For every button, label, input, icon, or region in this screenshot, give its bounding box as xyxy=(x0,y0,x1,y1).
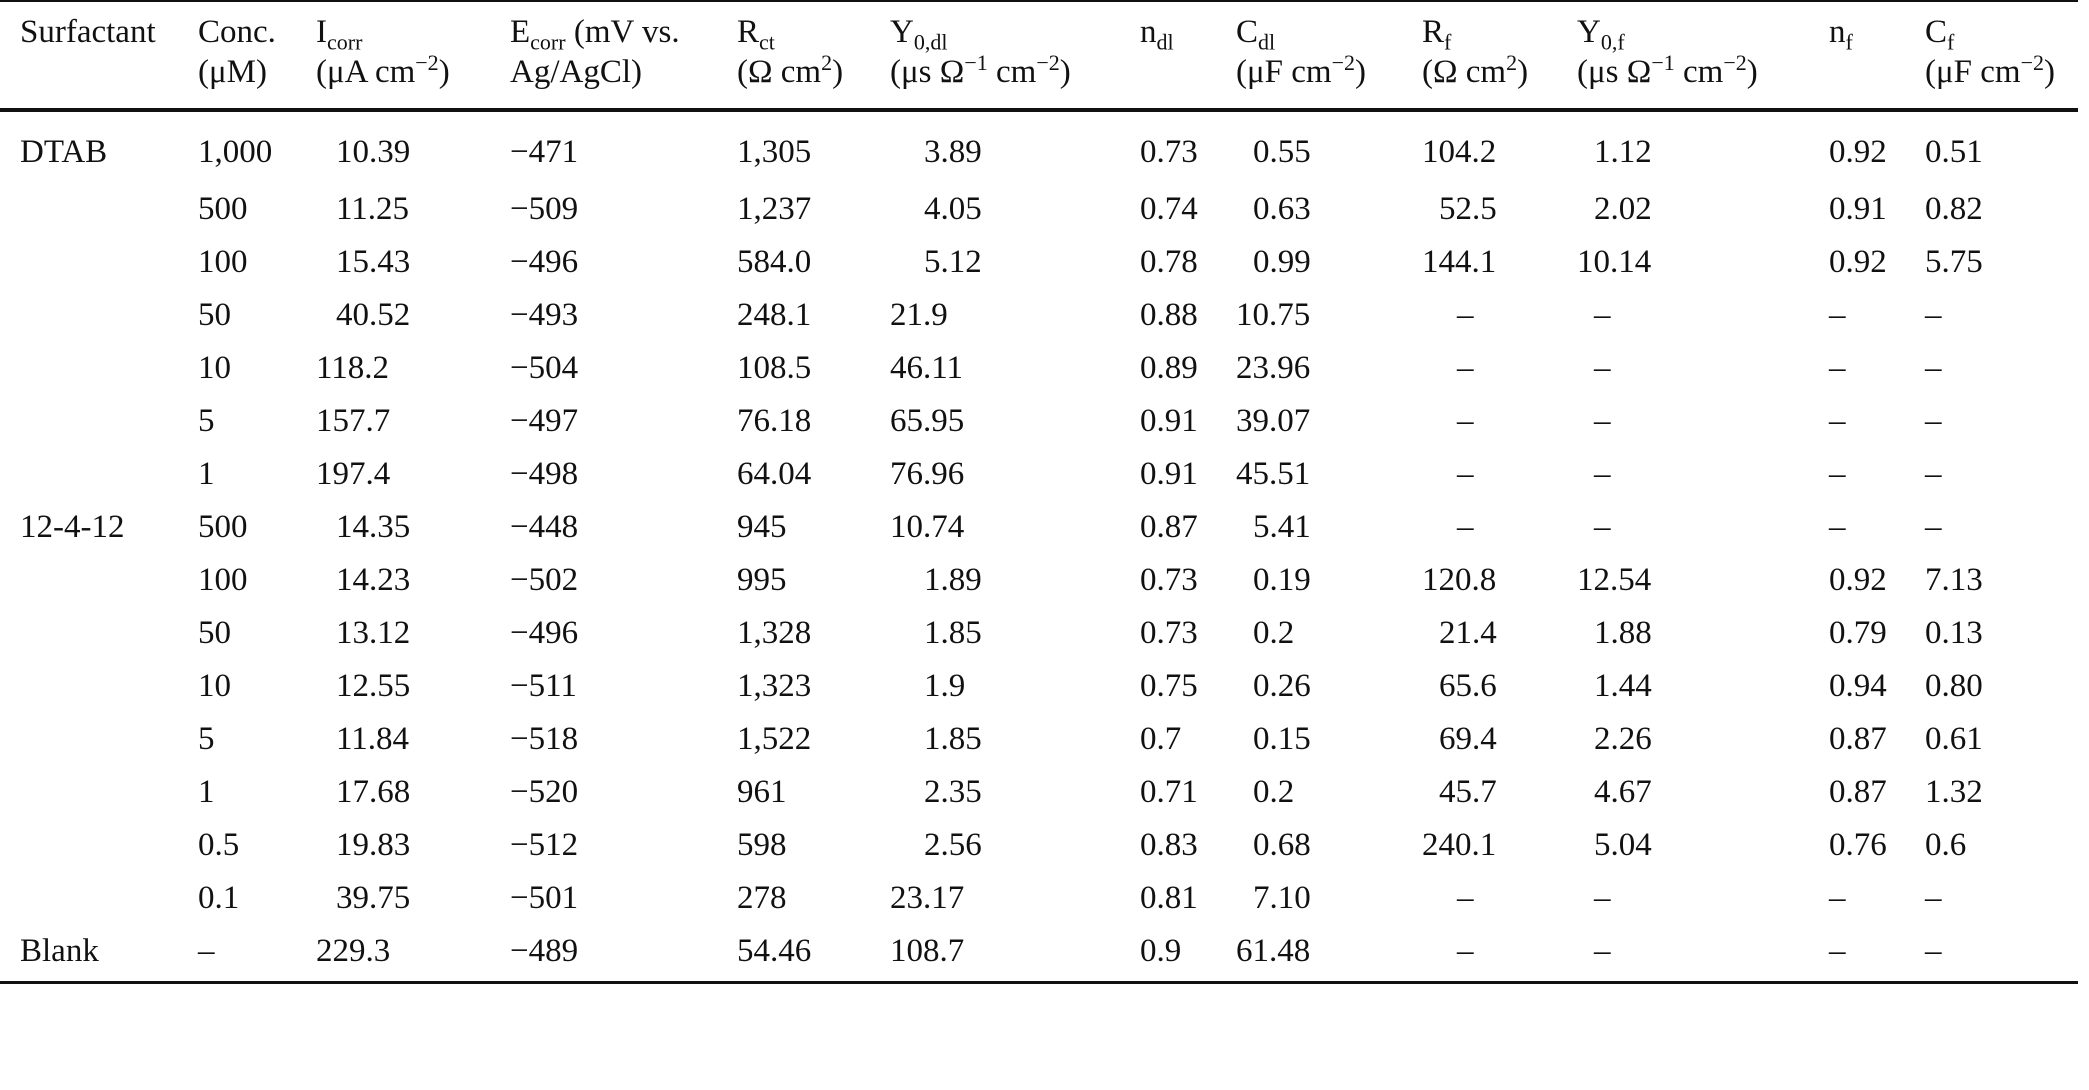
table-cell-i-corr: 19.83 xyxy=(336,826,411,863)
column-header-n-dl: $n_{dl}$ xyxy=(1140,1,1236,110)
table-cell-r-ct: 995 xyxy=(737,561,787,598)
table-cell-n-dl: 0.71 xyxy=(1140,773,1198,810)
table-cell-y0-dl: 4.05 xyxy=(924,190,982,227)
table-cell-r-f: 69.4 xyxy=(1439,720,1497,757)
table-cell-n-dl: 0.89 xyxy=(1140,349,1198,386)
table-cell-r-ct: 76.18 xyxy=(737,402,812,439)
table-cell-surfactant: Blank xyxy=(0,924,198,983)
table-cell-c-f: 0.61 xyxy=(1925,720,1983,757)
table-cell-n-f: – xyxy=(1829,349,1846,386)
table-cell-c-dl: 0.2 xyxy=(1253,773,1295,810)
table-cell-concentration: 5 xyxy=(198,402,215,439)
table-cell-y0-dl: 1.85 xyxy=(924,720,982,757)
table-cell-i-corr: 12.55 xyxy=(336,667,411,704)
table-cell-y0-dl: 10.74 xyxy=(890,508,965,545)
table-cell-n-dl: 0.91 xyxy=(1140,455,1198,492)
table-cell-c-dl: 45.51 xyxy=(1236,455,1311,492)
table-cell-n-dl: 0.81 xyxy=(1140,879,1198,916)
table-cell-surfactant xyxy=(0,659,198,712)
table-cell-c-f: – xyxy=(1925,402,1942,439)
column-header-r-f: $R_f$ (Ω $cm^2$) xyxy=(1422,1,1577,110)
table-cell-r-ct: 1,305 xyxy=(737,134,812,170)
table-cell-e-corr: −496 xyxy=(510,243,579,280)
table-cell-y0-f: 4.67 xyxy=(1594,773,1652,810)
table-cell-surfactant xyxy=(0,182,198,235)
table-cell-surfactant xyxy=(0,341,198,394)
table-cell-i-corr: 14.35 xyxy=(336,508,411,545)
table-cell-y0-f: 2.26 xyxy=(1594,720,1652,757)
table-cell-c-f: 0.51 xyxy=(1925,134,1983,170)
table-cell-y0-f: 1.88 xyxy=(1594,614,1652,651)
table-cell-r-f: – xyxy=(1457,455,1474,492)
table-cell-e-corr: −509 xyxy=(510,190,579,227)
table-cell-e-corr: −496 xyxy=(510,614,579,651)
table-cell-n-dl: 0.91 xyxy=(1140,402,1198,439)
table-cell-n-f: 0.76 xyxy=(1829,826,1887,863)
table-cell-surfactant xyxy=(0,712,198,765)
column-header-i-corr: $I_{corr}$ (μA $cm^{-2}$) xyxy=(316,1,510,110)
column-header-r-ct: $R_{ct}$ (Ω $cm^2$) xyxy=(737,1,890,110)
table-cell-concentration: 1,000 xyxy=(198,134,273,170)
table-cell-r-ct: 1,237 xyxy=(737,190,812,227)
table-cell-e-corr: −511 xyxy=(510,667,577,704)
table-cell-c-f: 0.13 xyxy=(1925,614,1983,651)
table-cell-r-f: – xyxy=(1457,879,1474,916)
table-row xyxy=(0,447,2078,500)
table-cell-c-f: 0.80 xyxy=(1925,667,1983,704)
table-cell-e-corr: −448 xyxy=(510,508,579,545)
column-header-surfactant: Surfactant xyxy=(0,1,198,110)
table-cell-surfactant: 12-4-12 xyxy=(20,508,125,545)
table-cell-y0-f: 12.54 xyxy=(1577,561,1652,598)
header-row xyxy=(0,1,2078,110)
table-row xyxy=(0,182,2078,235)
table-cell-y0-f: 5.04 xyxy=(1594,826,1652,863)
table-cell-r-f: – xyxy=(1457,349,1474,386)
table-cell-c-f: – xyxy=(1925,924,2078,983)
table-row xyxy=(0,235,2078,288)
column-header-e-corr: $E_{corr}$ (mV vs. Ag/AgCl) xyxy=(510,1,737,110)
table-cell-c-f: 5.75 xyxy=(1925,243,1983,280)
table-cell-r-ct: 278 xyxy=(737,879,787,916)
table-cell-c-dl: 0.99 xyxy=(1253,243,1311,280)
table-cell-i-corr: 11.84 xyxy=(336,720,410,757)
table-cell-e-corr: −512 xyxy=(510,826,579,863)
table-cell-r-ct: 598 xyxy=(737,826,787,863)
table-cell-r-f: 65.6 xyxy=(1439,667,1497,704)
table-row xyxy=(0,765,2078,818)
table-cell-concentration: 1 xyxy=(198,773,215,810)
table-cell-i-corr: 157.7 xyxy=(316,402,391,439)
table-cell-y0-f: 2.02 xyxy=(1594,190,1652,227)
table-cell-concentration: 50 xyxy=(198,296,231,333)
column-header-y0-f: $Y_{0,f}$ (μs $\Omega^{-1}$ $cm^{-2}$) xyxy=(1577,1,1829,110)
table-row xyxy=(0,500,2078,553)
table-cell-surfactant xyxy=(0,288,198,341)
table-cell-i-corr: 15.43 xyxy=(336,243,411,280)
table-cell-n-dl: 0.73 xyxy=(1140,561,1198,598)
table-cell-c-dl: 0.26 xyxy=(1253,667,1311,704)
table-cell-n-dl: 0.78 xyxy=(1140,243,1198,280)
table-cell-n-f: – xyxy=(1829,879,1846,916)
table-cell-e-corr: −498 xyxy=(510,455,579,492)
table-cell-surfactant xyxy=(0,606,198,659)
table-cell-surfactant xyxy=(0,447,198,500)
table-cell-e-corr: −489 xyxy=(510,924,737,983)
table-cell-n-f: 0.87 xyxy=(1829,773,1887,810)
table-cell-surfactant: DTAB xyxy=(20,134,108,170)
table-cell-surfactant xyxy=(0,553,198,606)
table-cell-n-dl: 0.73 xyxy=(1140,134,1198,170)
table-cell-y0-f: – xyxy=(1594,296,1611,333)
table-cell-concentration: 5 xyxy=(198,720,215,757)
table-cell-i-corr: 118.2 xyxy=(316,349,390,386)
table-cell-y0-f: 1.12 xyxy=(1594,134,1652,170)
table-cell-y0-f: – xyxy=(1594,349,1611,386)
table-cell-r-f: 240.1 xyxy=(1422,826,1497,863)
table-cell-i-corr: 10.39 xyxy=(336,134,411,170)
table-cell-y0-f: – xyxy=(1594,455,1611,492)
table-row xyxy=(0,659,2078,712)
table-cell-n-f: – xyxy=(1829,296,1846,333)
table-cell-n-f: 0.91 xyxy=(1829,190,1887,227)
table-cell-i-corr: 11.25 xyxy=(336,190,410,227)
table-cell-r-f: 21.4 xyxy=(1439,614,1497,651)
table-cell-n-f: – xyxy=(1829,402,1846,439)
table-cell-y0-dl: 65.95 xyxy=(890,402,965,439)
table-cell-n-dl: 0.75 xyxy=(1140,667,1198,704)
table-cell-n-f: – xyxy=(1829,455,1846,492)
table-cell-i-corr: 39.75 xyxy=(336,879,411,916)
table-cell-r-ct: 248.1 xyxy=(737,296,812,333)
table-cell-y0-dl: 23.17 xyxy=(890,879,965,916)
table-cell-c-dl: 0.55 xyxy=(1253,134,1311,170)
table-body xyxy=(0,110,2078,983)
table-cell-i-corr: 14.23 xyxy=(336,561,411,598)
table-cell-r-f: 104.2 xyxy=(1422,134,1497,170)
table-cell-y0-dl: 3.89 xyxy=(924,134,982,170)
table-cell-n-f: – xyxy=(1829,508,1846,545)
table-cell-r-ct: 108.5 xyxy=(737,349,812,386)
table-cell-n-dl: 0.9 xyxy=(1140,924,1236,983)
column-header-concentration: Conc. (μM) xyxy=(198,1,316,110)
table-cell-e-corr: −518 xyxy=(510,720,579,757)
table-cell-n-f: 0.92 xyxy=(1829,561,1887,598)
table-cell-c-f: – xyxy=(1925,349,1942,386)
table-row xyxy=(0,871,2078,924)
table-cell-c-f: 0.82 xyxy=(1925,190,1983,227)
table-cell-y0-dl: 5.12 xyxy=(924,243,982,280)
table-cell-c-dl: 10.75 xyxy=(1236,296,1311,333)
table-cell-c-dl: 0.63 xyxy=(1253,190,1311,227)
table-cell-y0-dl: 2.56 xyxy=(924,826,982,863)
table-cell-y0-f: 1.44 xyxy=(1594,667,1652,704)
table-cell-c-dl: 0.19 xyxy=(1253,561,1311,598)
table-cell-r-f: 120.8 xyxy=(1422,561,1497,598)
table-cell-r-f: – xyxy=(1422,924,1577,983)
table-row xyxy=(0,606,2078,659)
table-cell-concentration: 500 xyxy=(198,190,248,227)
table-cell-r-f: – xyxy=(1457,296,1474,333)
table-cell-c-f: – xyxy=(1925,879,1942,916)
table-cell-r-f: – xyxy=(1457,508,1474,545)
table-cell-n-dl: 0.73 xyxy=(1140,614,1198,651)
table-cell-y0-dl: 76.96 xyxy=(890,455,965,492)
table-cell-c-f: – xyxy=(1925,455,1942,492)
table-cell-c-f: – xyxy=(1925,296,1942,333)
table-cell-e-corr: −504 xyxy=(510,349,579,386)
table-cell-concentration: 1 xyxy=(198,455,215,492)
table-cell-r-ct: 961 xyxy=(737,773,787,810)
table-cell-r-f: 144.1 xyxy=(1422,243,1497,280)
table-cell-concentration: 0.1 xyxy=(198,879,240,916)
table-cell-i-corr: 13.12 xyxy=(336,614,411,651)
table-cell-c-f: 1.32 xyxy=(1925,773,1983,810)
table-cell-surfactant xyxy=(0,765,198,818)
table-cell-r-ct: 945 xyxy=(737,508,787,545)
table-cell-surfactant xyxy=(0,394,198,447)
table-cell-r-ct: 54.46 xyxy=(737,924,890,983)
table-row xyxy=(0,553,2078,606)
table-cell-n-dl: 0.83 xyxy=(1140,826,1198,863)
table-cell-concentration: 100 xyxy=(198,561,248,598)
column-header-y0-dl: $Y_{0,dl}$ (μs $\Omega^{-1}$ $cm^{-2}$) xyxy=(890,1,1140,110)
table-cell-n-f: 0.92 xyxy=(1829,243,1887,280)
table-cell-concentration: 50 xyxy=(198,614,231,651)
table-cell-e-corr: −471 xyxy=(510,134,579,170)
table-row xyxy=(0,288,2078,341)
table-cell-r-ct: 1,522 xyxy=(737,720,812,757)
table-cell-y0-f: – xyxy=(1594,402,1611,439)
table-cell-concentration: 100 xyxy=(198,243,248,280)
table-cell-concentration: 500 xyxy=(198,508,248,545)
table-cell-c-dl: 5.41 xyxy=(1253,508,1311,545)
table-cell-c-dl: 0.15 xyxy=(1253,720,1311,757)
table-cell-y0-f: – xyxy=(1577,924,1829,983)
table-cell-c-dl: 0.2 xyxy=(1253,614,1295,651)
table-cell-y0-dl: 108.7 xyxy=(890,924,1140,983)
table-cell-y0-dl: 1.85 xyxy=(924,614,982,651)
table-cell-y0-f: 10.14 xyxy=(1577,243,1652,280)
table-cell-concentration: – xyxy=(198,924,316,983)
table-cell-e-corr: −520 xyxy=(510,773,579,810)
table-row xyxy=(0,924,2078,983)
table-cell-r-f: – xyxy=(1457,402,1474,439)
table-cell-y0-dl: 1.9 xyxy=(924,667,966,704)
table-cell-n-f: – xyxy=(1829,924,1925,983)
table-cell-concentration: 10 xyxy=(198,349,231,386)
table-cell-i-corr: 197.4 xyxy=(316,455,391,492)
table-row xyxy=(0,110,2078,182)
table-cell-n-dl: 0.7 xyxy=(1140,720,1182,757)
table-cell-surfactant xyxy=(0,871,198,924)
table-row xyxy=(0,394,2078,447)
table-row xyxy=(0,712,2078,765)
table-cell-y0-dl: 46.11 xyxy=(890,349,964,386)
table-cell-y0-dl: 2.35 xyxy=(924,773,982,810)
table-cell-i-corr: 40.52 xyxy=(336,296,411,333)
table-cell-y0-dl: 21.9 xyxy=(890,296,948,333)
table-cell-y0-f: – xyxy=(1594,879,1611,916)
table-cell-n-f: 0.92 xyxy=(1829,134,1887,170)
table-cell-r-ct: 64.04 xyxy=(737,455,812,492)
table-cell-n-f: 0.87 xyxy=(1829,720,1887,757)
table-cell-c-f: 7.13 xyxy=(1925,561,1983,598)
table-cell-n-f: 0.94 xyxy=(1829,667,1887,704)
table-cell-c-dl: 39.07 xyxy=(1236,402,1311,439)
table-cell-e-corr: −501 xyxy=(510,879,579,916)
table-cell-n-dl: 0.88 xyxy=(1140,296,1198,333)
table-cell-c-f: 0.6 xyxy=(1925,826,1967,863)
table-cell-surfactant xyxy=(0,235,198,288)
table-cell-r-f: 52.5 xyxy=(1439,190,1497,227)
table-cell-surfactant xyxy=(0,818,198,871)
table-cell-r-ct: 1,323 xyxy=(737,667,812,704)
column-header-c-dl: $C_{dl}$ (μF $cm^{-2}$) xyxy=(1236,1,1422,110)
table-cell-r-ct: 584.0 xyxy=(737,243,812,280)
table-cell-concentration: 10 xyxy=(198,667,231,704)
column-header-n-f: $n_f$ xyxy=(1829,1,1925,110)
table-cell-e-corr: −502 xyxy=(510,561,579,598)
table-cell-i-corr: 229.3 xyxy=(316,924,510,983)
table-cell-c-dl: 61.48 xyxy=(1236,924,1422,983)
table-cell-n-f: 0.79 xyxy=(1829,614,1887,651)
table-cell-r-ct: 1,328 xyxy=(737,614,812,651)
table-cell-concentration: 0.5 xyxy=(198,826,240,863)
table-row xyxy=(0,818,2078,871)
table-cell-n-dl: 0.74 xyxy=(1140,190,1198,227)
table-cell-y0-f: – xyxy=(1594,508,1611,545)
table-cell-r-f: 45.7 xyxy=(1439,773,1497,810)
column-header-c-f: $C_f$ (μF $cm^{-2}$) xyxy=(1925,1,2078,110)
table-cell-e-corr: −493 xyxy=(510,296,579,333)
table-cell-i-corr: 17.68 xyxy=(336,773,411,810)
table-cell-c-dl: 7.10 xyxy=(1253,879,1311,916)
table-cell-e-corr: −497 xyxy=(510,402,579,439)
table-cell-y0-dl: 1.89 xyxy=(924,561,982,598)
table-cell-c-f: – xyxy=(1925,508,1942,545)
table-cell-c-dl: 23.96 xyxy=(1236,349,1311,386)
table-cell-n-dl: 0.87 xyxy=(1140,508,1198,545)
table-cell-c-dl: 0.68 xyxy=(1253,826,1311,863)
table-row xyxy=(0,341,2078,394)
